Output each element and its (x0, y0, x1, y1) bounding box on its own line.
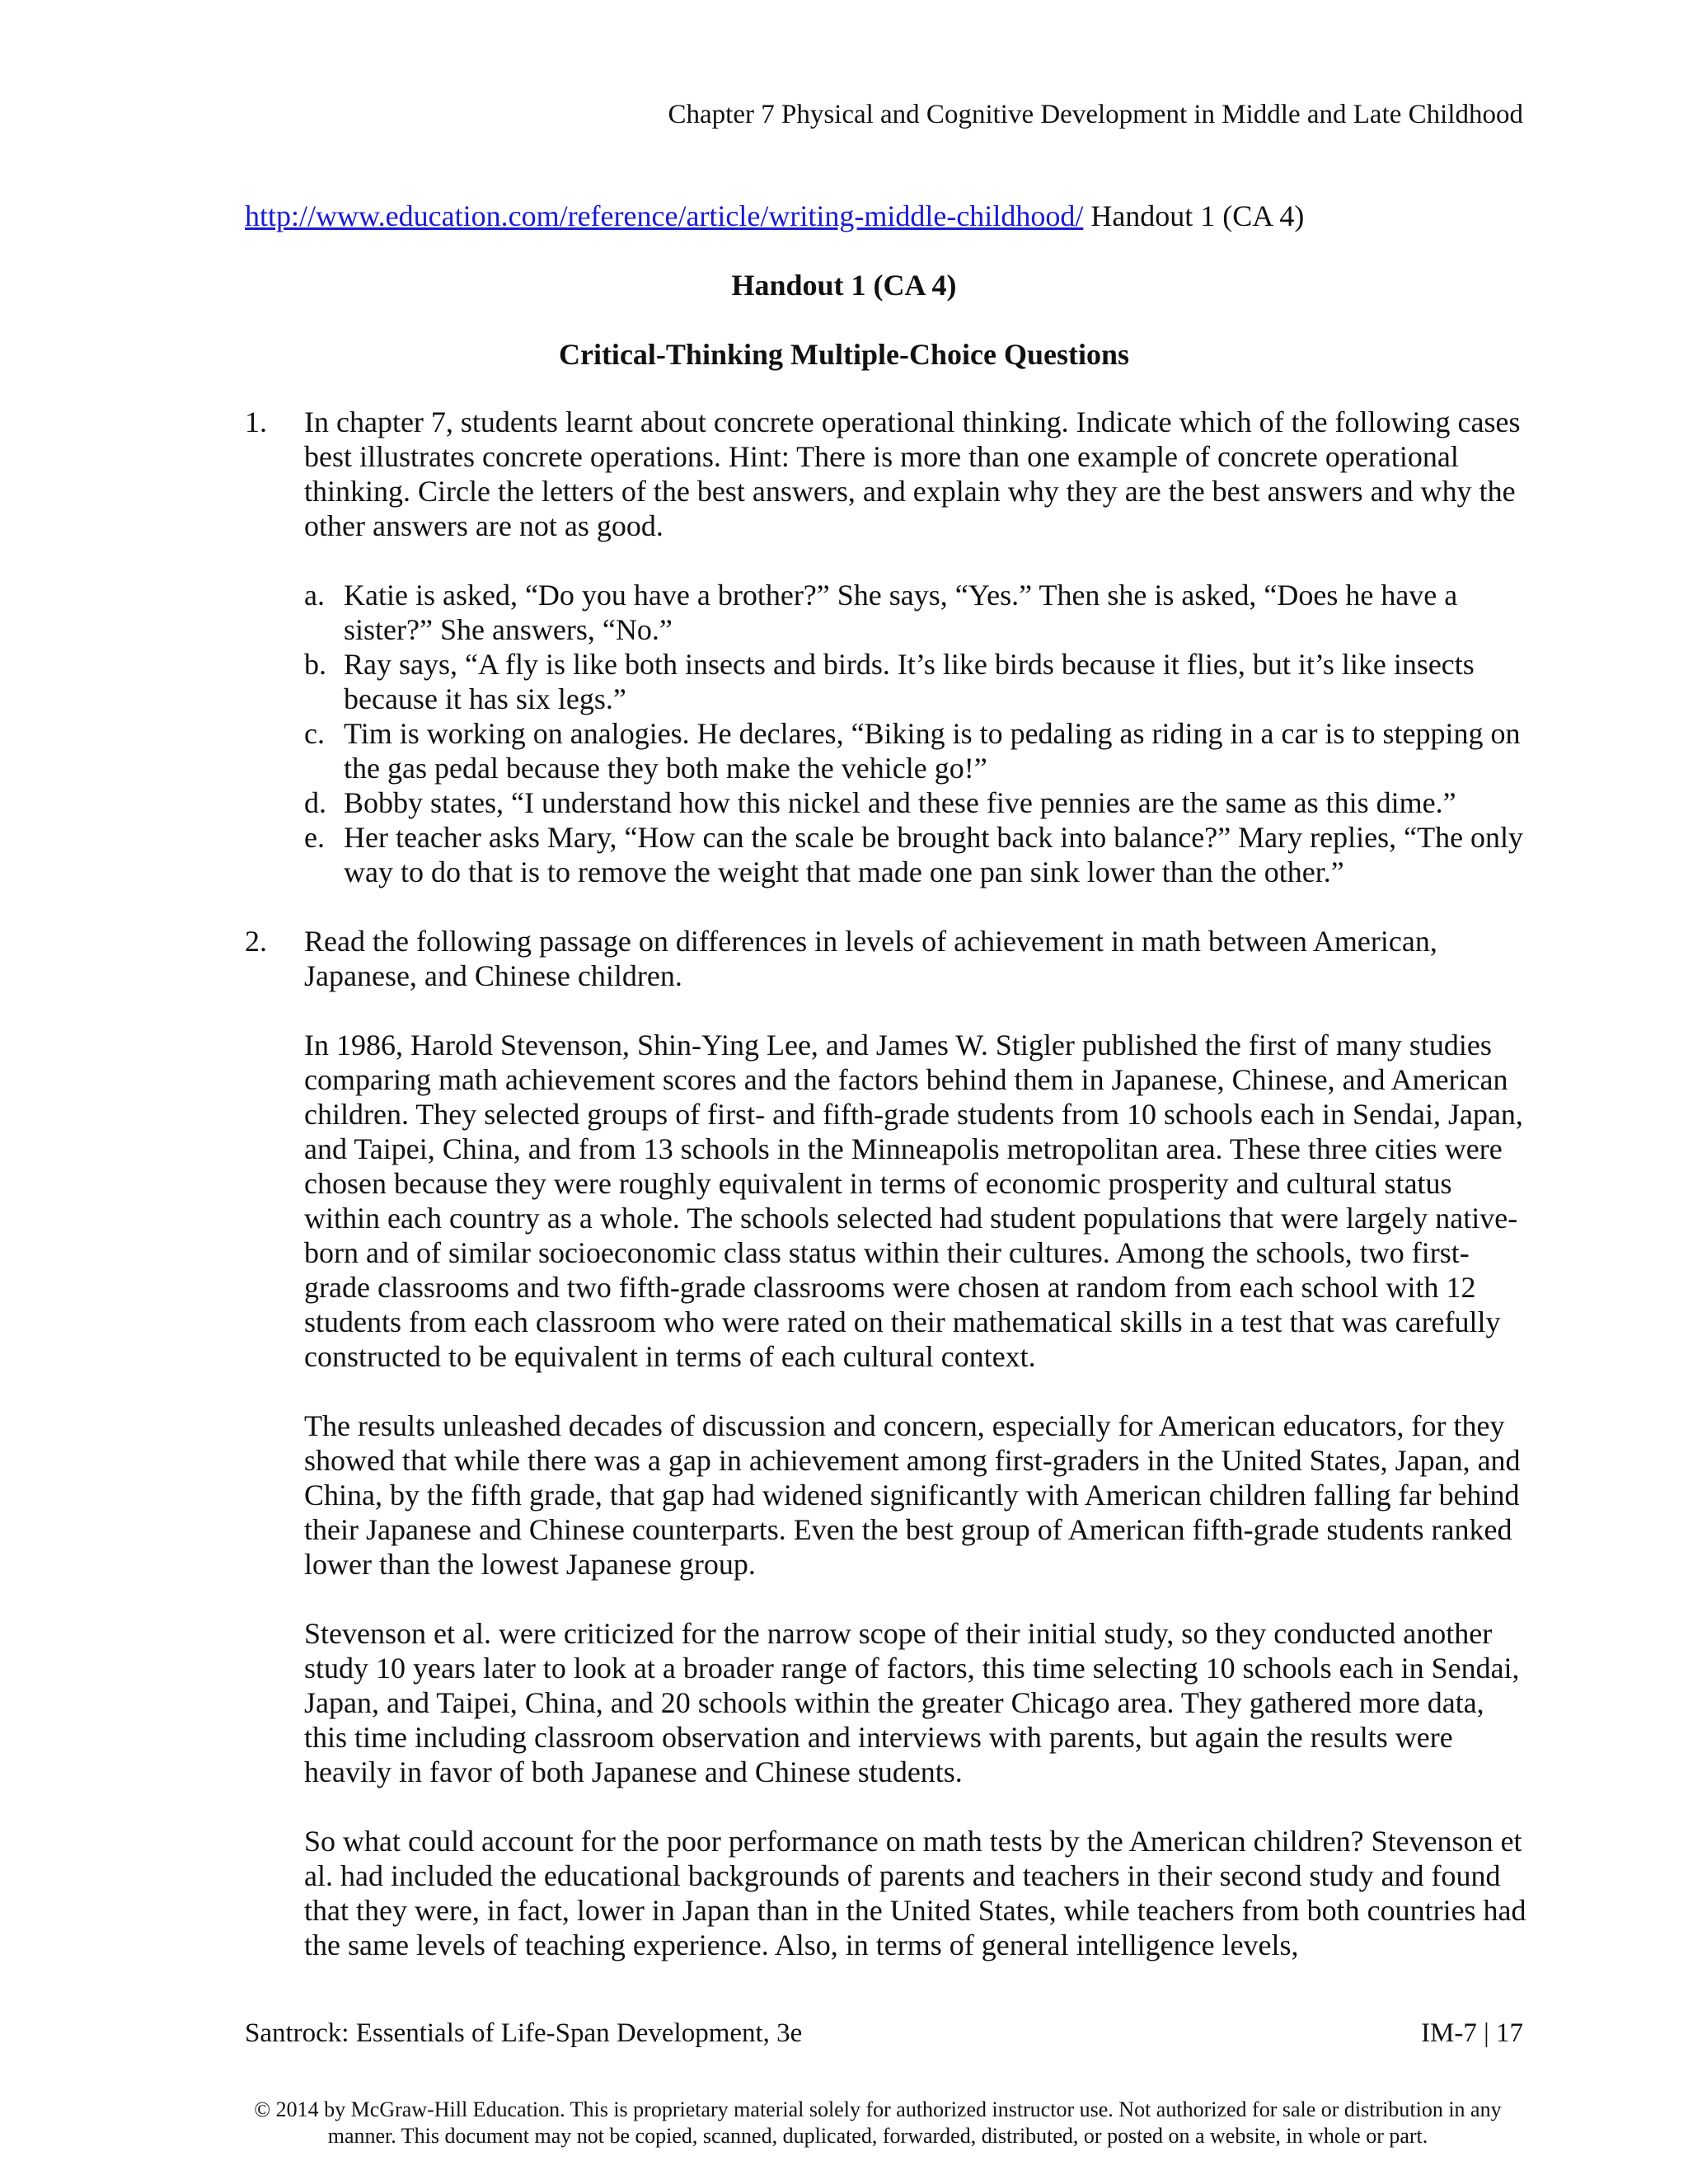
option-letter: e. (304, 821, 325, 854)
reference-line (245, 198, 1304, 234)
option-text: Tim is working on analogies. He declares, “Biking is to pedaling as riding in a car is to stepping on the gas pedal because they both make the vehicle go!” (344, 717, 1521, 785)
question-number: 2. (245, 925, 267, 958)
question-text: Read the following passage on differences in levels of achievement in math between American, Japanese, and Chinese children. (304, 925, 1437, 992)
passage-paragraph: Stevenson et al. were criticized for the narrow scope of their initial study, so they conducted another study 10 years later to look at a broader range of factors, this time selecting 10 schools each in Sendai, Japan, and Taipei, China, and 20 schools within the greater Chicago area. They gathered more data, this time including classroom observation and interviews with parents, but again the results were heavily in favor of both Japanese and Chinese students. (304, 1617, 1520, 1788)
passage-paragraph: The results unleashed decades of discussion and concern, especially for American educators, for they showed that while there was a gap in achievement among first-graders in the United States, Japan, and China, by the fifth grade, that gap had widened significantly with American children falling far behind their Japanese and Chinese counterparts. Even the best group of American fifth-grade students ranked lower than the lowest Japanese group. (304, 1409, 1521, 1581)
option-letter: d. (304, 786, 326, 819)
reference-link[interactable]: http://www.education.com/reference/article/writing-middle-childhood/ (245, 199, 1084, 232)
question-text: In chapter 7, students learnt about concrete operational thinking. Indicate which of the following cases best illustrates concrete operations. Hint: There is more than one example of concrete operational thinking. Circle the letters of the best answers, and explain why they are the best answers and why the other answers are not as good. (304, 405, 1521, 542)
reference-suffix: Handout 1 (CA 4) (1083, 199, 1305, 232)
question-number: 1. (245, 405, 267, 438)
option-text: Bobby states, “I understand how this nickel and these five pennies are the same as this dime.” (344, 786, 1456, 819)
option-letter: b. (304, 648, 326, 681)
option-text: Katie is asked, “Do you have a brother?” She says, “Yes.” Then she is asked, “Does he have a sister?” She answers, “No.” (344, 579, 1458, 646)
copyright-notice: © 2014 by McGraw-Hill Education. This is proprietary material solely for authorized instructor use. Not authorized for sale or distribution in any manner. This document may not be copied, scanned, duplicated, forwarded, distributed, or posted on a website, in whole or part. (254, 2097, 1502, 2148)
option-text: Ray says, “A fly is like both insects and birds. It’s like birds because it flies, but it’s like insects because it has six legs.” (344, 648, 1475, 715)
running-header: Chapter 7 Physical and Cognitive Development in Middle and Late Childhood (668, 100, 1523, 129)
passage-paragraph: In 1986, Harold Stevenson, Shin-Ying Lee, and James W. Stigler published the first of many studies comparing math achievement scores and the factors behind them in Japanese, Chinese, and American children. They selected groups of first- and fifth-grade students from 10 schools each in Sendai, Japan, and Taipei, China, and from 13 schools in the Minneapolis metropolitan area. These three cities were chosen because they were roughly equivalent in terms of economic prosperity and cultural status within each country as a whole. The schools selected had student populations that were largely native-born and of similar socioeconomic class status within their cultures. Among the schools, two first-grade classrooms and two fifth-grade classrooms were chosen at random from each school with 12 students from each classroom who were rated on their mathematical skills in a test that was carefully constructed to be equivalent in terms of each cultural context. (304, 1029, 1523, 1373)
option-letter: a. (304, 579, 325, 612)
footer-page-number: IM-7 | 17 (1421, 2018, 1523, 2048)
passage-paragraph: So what could account for the poor performance on math tests by the American children? Stevenson et al. had included the educational backgrounds of parents and teachers in their second study and found that they were, in fact, lower in Japan than in the United States, while teachers from both countries had the same levels of teaching experience. Also, in terms of general intelligence levels, (304, 1825, 1526, 1961)
section-title: Critical-Thinking Multiple-Choice Questions (558, 338, 1130, 371)
option-text: Her teacher asks Mary, “How can the scale be brought back into balance?” Mary replies, “The only way to do that is to remove the weight that made one pan sink lower than the other.” (344, 821, 1524, 888)
option-letter: c. (304, 717, 325, 750)
handout-title: Handout 1 (CA 4) (731, 269, 957, 302)
footer-book-title: Santrock: Essentials of Life-Span Development, 3e (245, 2018, 803, 2048)
